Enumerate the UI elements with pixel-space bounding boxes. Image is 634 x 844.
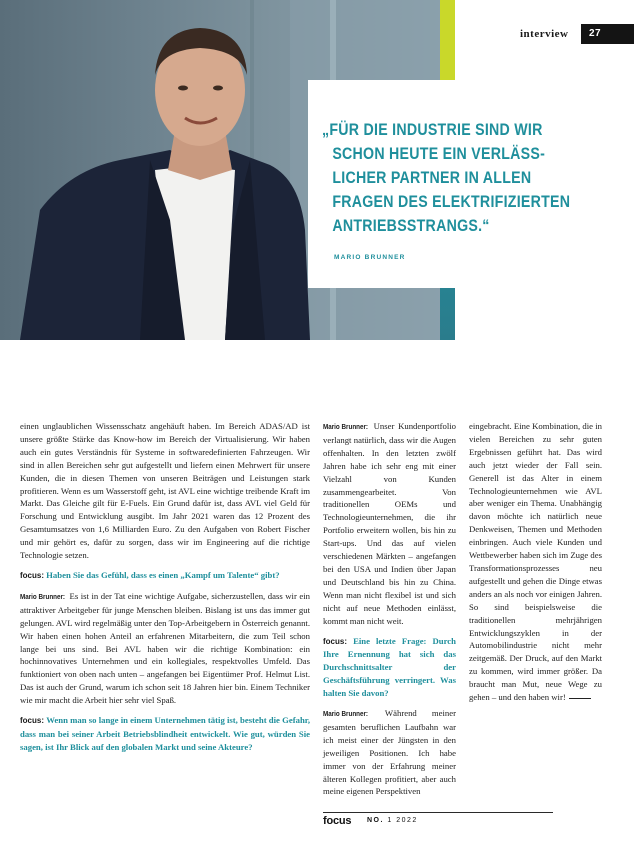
section-label: interview: [520, 28, 569, 40]
issue-number: 1 2022: [387, 817, 418, 824]
question-text: Haben Sie das Gefühl, dass es einen „Kampf um Talente“ gibt?: [46, 569, 280, 580]
article-column-3: [469, 420, 602, 711]
paragraph: einen unglaublichen Wissensschatz angehäuft haben. Im Bereich ADAS/AD ist unsere größte Stärke das Know-how im Bereich der Virtualisierung. Wir haben auch ein gutes Verständnis für Systeme in softwaredefinierten Fahrzeugen. Wir sind in allen Bereichen sehr gut aufgestellt und liefern einen Mehrwert für unsere Kunden, die in diesen Themen von unseren Beiträgen und Leistungen stark profitieren. Wenn es um Wasserstoff geht, ist AVL eine wichtige treibende Kraft im Markt. Das Gleiche gilt für E-Fuels. Ein Grund dafür ist, dass AVL viel Geld für Forschung und Entwicklung ausgibt. Im Jahr 2021 waren das 12 Prozent des Gesamtumsatzes von 1,6 Milliarden Euro. Zu den Aufgaben von Robert Fischer und mir gehört es, dafür zu sorgen, dass wir im Engineering auf die richtige Technologie setzen.: [20, 421, 310, 561]
pull-quote-line: ANTRIEBSSTRANGS.“: [332, 217, 490, 235]
question-label: focus:: [20, 570, 44, 580]
footer-brand-logo: focus: [323, 815, 352, 827]
footer-rule: [323, 812, 553, 813]
pull-quote-author: MARIO BRUNNER: [334, 254, 406, 261]
pull-quote: [322, 118, 580, 238]
question-label: focus:: [20, 716, 44, 726]
answer-text: Unser Kundenportfolio verlangt natürlich, dass wir die Augen offenhalten. In den letzten zwölf Jahren habe ich sehr eng mit einer Vielzahl von Kunden zusammengearbeitet. Von traditionellen OEMs und Technologieunternehmen, die ihr Portfolio erweitern wollen, bis hin zu Start-ups. Und das auf vielen verschiedenen Märkten – angefangen bei den USA und Indien über Japan und Deutschland bis hin zu China. Wenn man nicht flexibel ist und sich nicht auf neue Methoden einlässt, kommt man nicht weit.: [323, 421, 456, 626]
answer-text: eingebracht. Eine Kombination, die in vielen Bereichen zu sehr guten Ergebnissen geführt hat. Das wird auch jetzt wieder der Fall sein. Generell ist das Alter in einem Technologieunternehmen wie AVL aber weniger ein Thema. Unabhängig davon möchte ich natürlich neue Denkweisen, Themen und Methoden einbringen. Auch viele Kunden und Wettbewerber haben sich im Zuge des Transformationsprozesses neu aufgestellt und gehen die Dinge etwas anders an als noch vor einigen Jahren. So sind beispielsweise die traditionellen mehrjährigen Entwicklungszyklen in der Automobilindustrie nicht mehr zeitgemäß. Der Druck, auf den Markt zu kommen, wird immer größer. Da braucht man Mut, neue Wege zu gehen – und den haben wir!: [469, 421, 602, 703]
question: [323, 635, 456, 701]
accent-bar-lime: [440, 0, 455, 80]
answer-continued: [469, 420, 602, 704]
question: [20, 569, 310, 583]
article-column-1: [20, 420, 310, 761]
answer: [323, 420, 456, 628]
question-text: Eine letzte Frage: Durch Ihre Ernennung hat sich das Durchschnittsalter der Geschäftsführung verringert. Was halten Sie davon?: [323, 635, 456, 699]
pull-quote-line: LICHER PARTNER IN ALLEN: [332, 169, 532, 187]
page-number: 27: [581, 24, 634, 44]
pull-quote-line: FRAGEN DES ELEKTRIFIZIERTEN: [332, 193, 571, 211]
issue-prefix: NO.: [367, 817, 384, 824]
speaker-name: Mario Brunner:: [20, 591, 66, 601]
question-label: focus:: [323, 636, 347, 646]
question-text: Wenn man so lange in einem Unternehmen tätig ist, besteht die Gefahr, dass man bei seiner Arbeit Betriebsblindheit entwickelt. Wie gut, würden Sie sagen, ist Ihr Blick auf den globalen Markt und seine Akteure?: [20, 715, 311, 752]
answer-text: Es ist in der Tat eine wichtige Aufgabe, sicherzustellen, dass wir ein attraktiver Arbeitgeber für junge Menschen bleiben. Bislang ist uns das immer gut gelungen. AVL wird regelmäßig unter den Top-Arbeitgebern in Österreich genannt. Wir haben einen hohen Anteil an erfahrenen Mitarbeitern, die zum Teil schon lange bei uns sind. Bei AVL haben wir die richtige Kombination: ein hochinnovatives Unternehmen und ein kollegiales, respektvolles Umfeld. Das funktioniert von oben nach unten – angefangen bei Eigentümer Prof. Helmut List. Das ist auch der Grund, warum ich schon seit 18 Jahren hier bin. Einem Techniker wie mir macht die Arbeit hier sehr viel Spaß.: [20, 590, 310, 706]
answer-text: Während meiner gesamten beruflichen Laufbahn war ich meist einer der Jüngsten in den jeweiligen Positionen. Ich habe immer von der Erfahrung meiner älteren Kollegen profitiert, aber auch meine eigenen Perspektiven: [323, 708, 456, 797]
question: [20, 714, 310, 754]
pull-quote-line: SCHON HEUTE EIN VERLÄSS-: [332, 145, 546, 163]
speaker-name: Mario Brunner:: [323, 709, 369, 719]
pull-quote-line: „FÜR DIE INDUSTRIE SIND WIR: [322, 121, 543, 139]
end-mark: [569, 698, 591, 699]
footer-issue: [367, 817, 418, 824]
answer: [20, 590, 310, 707]
article-column-2: [323, 420, 456, 805]
answer: [323, 707, 456, 798]
speaker-name: Mario Brunner:: [323, 422, 369, 431]
